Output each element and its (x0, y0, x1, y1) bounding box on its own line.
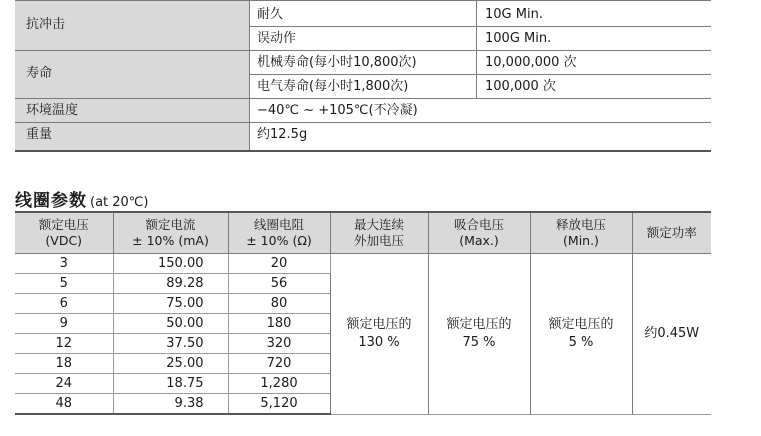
spec-value: 10G Min. (485, 7, 543, 22)
cell-current: 75.00 (113, 294, 228, 314)
divider (249, 0, 250, 150)
header-rated-voltage: 额定电压 (VDC) (15, 212, 113, 254)
spec-label-weight: 重量 (26, 127, 53, 142)
spec-value: −40℃ ~ +105℃(不冷凝) (257, 103, 418, 118)
cell-resistance: 320 (228, 334, 330, 354)
spec-value: 10,000,000 次 (485, 55, 577, 70)
spec-label-shock: 抗冲击 (26, 17, 66, 32)
header-dropout-voltage: 释放电压 (Min.) (530, 212, 632, 254)
spec-label-life: 寿命 (26, 66, 53, 81)
divider (15, 98, 711, 99)
cell-voltage: 18 (15, 354, 113, 374)
cell-current: 18.75 (113, 374, 228, 394)
cell-voltage: 12 (15, 334, 113, 354)
cell-voltage: 6 (15, 294, 113, 314)
spec-item: 误动作 (257, 31, 297, 46)
spec-item: 电气寿命(每小时1,800次) (257, 79, 409, 94)
spec-value: 100,000 次 (485, 79, 556, 94)
cell-current: 25.00 (113, 354, 228, 374)
coil-parameter-table (15, 211, 711, 415)
spec-label-ambient-temp: 环境温度 (26, 103, 79, 118)
cell-resistance: 20 (228, 254, 330, 274)
cell-rated-power: 约0.45W (632, 254, 711, 415)
spec-table (15, 0, 711, 152)
table-row (15, 254, 711, 274)
table-header-row (15, 212, 711, 254)
divider (15, 50, 711, 51)
cell-resistance: 180 (228, 314, 330, 334)
cell-current: 89.28 (113, 274, 228, 294)
divider (15, 0, 711, 1)
cell-voltage: 24 (15, 374, 113, 394)
cell-max-continuous-voltage: 额定电压的 130 % (330, 254, 428, 415)
header-max-continuous-voltage: 最大连续 外加电压 (330, 212, 428, 254)
divider (476, 0, 477, 98)
cell-current: 37.50 (113, 334, 228, 354)
cell-dropout-voltage: 额定电压的 5 % (530, 254, 632, 415)
spec-item: 耐久 (257, 7, 284, 22)
cell-voltage: 48 (15, 394, 113, 415)
cell-resistance: 1,280 (228, 374, 330, 394)
cell-current: 50.00 (113, 314, 228, 334)
spec-item: 机械寿命(每小时10,800次) (257, 55, 417, 70)
cell-pickup-voltage: 额定电压的 75 % (428, 254, 530, 415)
cell-resistance: 5,120 (228, 394, 330, 415)
spec-value: 约12.5g (257, 127, 308, 142)
header-rated-current: 额定电流 ± 10% (mA) (113, 212, 228, 254)
cell-resistance: 56 (228, 274, 330, 294)
cell-voltage: 5 (15, 274, 113, 294)
section-title-condition: (at 20℃) (90, 195, 149, 210)
header-pickup-voltage: 吸合电压 (Max.) (428, 212, 530, 254)
cell-current: 9.38 (113, 394, 228, 415)
cell-voltage: 3 (15, 254, 113, 274)
header-rated-power: 额定功率 (632, 212, 711, 254)
section-title-main: 线圈参数 (15, 191, 87, 211)
header-coil-resistance: 线圈电阻 ± 10% (Ω) (228, 212, 330, 254)
cell-current: 150.00 (113, 254, 228, 274)
cell-resistance: 80 (228, 294, 330, 314)
divider (249, 26, 711, 27)
cell-voltage: 9 (15, 314, 113, 334)
divider (15, 122, 711, 123)
divider (249, 74, 711, 75)
section-title (15, 186, 148, 211)
spec-value: 100G Min. (485, 31, 552, 46)
cell-resistance: 720 (228, 354, 330, 374)
